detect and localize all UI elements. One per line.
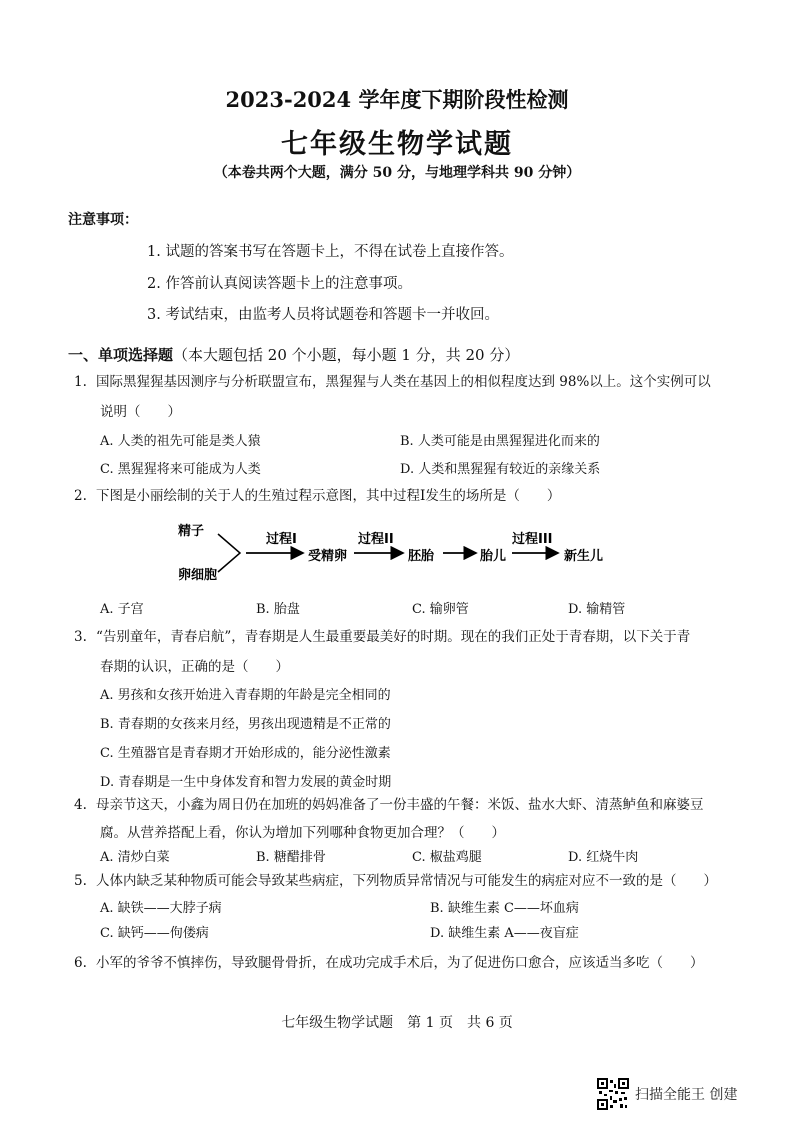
section-heading: [68, 344, 519, 365]
diagram-zygote: 受精卵: [308, 549, 348, 564]
scanner-label: 扫描全能王 创建: [635, 1087, 738, 1103]
question-6: [74, 953, 704, 973]
note-item: 3. 考试结束，由监考人员将试题卷和答题卡一并收回。: [147, 307, 499, 323]
diagram-embryo: 胚胎: [408, 549, 435, 564]
diagram-sperm: 精子: [178, 524, 205, 539]
question-text: 母亲节这天，小鑫为周日仍在加班的妈妈准备了一份丰盛的午餐：米饭、盐水大虾、清蒸鲈鱼和麻婆豆: [96, 797, 704, 813]
note-item: 2. 作答前认真阅读答题卡上的注意事项。: [147, 276, 412, 292]
question-text: 小军的爷爷不慎摔伤，导致腿骨骨折，在成功完成手术后，为了促进伤口愈合，应该适当多吃（ ）: [96, 955, 704, 971]
question-number: 2.: [74, 488, 87, 504]
exam-subject-title: 七年级生物学试题: [281, 129, 513, 160]
question-5: [74, 871, 717, 891]
option-b: B. 人类可能是由黑猩猩进化而来的: [400, 434, 600, 449]
question-continuation: 腐。从营养搭配上看，你认为增加下列哪种食物更加合理？（ ）: [100, 825, 505, 841]
question-4: [74, 795, 704, 815]
exam-term-title: 2023-2024 学年度下期阶段性检测: [225, 87, 569, 112]
question-text: 人体内缺乏某种物质可能会导致某些病症，下列物质异常情况与可能发生的病症对应不一致的是（ ）: [96, 873, 717, 889]
diagram-process-1: 过程I: [266, 532, 297, 547]
option-a: A. 子宫: [100, 602, 144, 617]
question-3: [74, 627, 690, 647]
option-c: C. 黑猩猩将来可能成为人类: [100, 462, 261, 477]
question-2: [74, 486, 560, 506]
merge-bracket: [218, 534, 240, 572]
option-b: B. 胎盘: [256, 602, 300, 617]
exam-subtitle: （本卷共两个大题，满分 50 分，与地理学科共 90 分钟）: [213, 165, 581, 181]
option-b: B. 青春期的女孩来月经，男孩出现遗精是不正常的: [100, 717, 391, 732]
question-number: 1.: [74, 374, 87, 390]
question-1: [74, 372, 711, 392]
option-c: C. 椒盐鸡腿: [412, 850, 482, 865]
option-c: C. 输卵管: [412, 602, 469, 617]
question-number: 6.: [74, 955, 87, 971]
qr-code-icon: [597, 1078, 629, 1110]
option-a: A. 男孩和女孩开始进入青春期的年龄是完全相同的: [100, 688, 391, 703]
scanner-watermark: [597, 1078, 737, 1110]
question-text: 国际黑猩猩基因测序与分析联盟宣布，黑猩猩与人类在基因上的相似程度达到 98%以上。这个实例可以: [96, 374, 711, 390]
option-a: A. 人类的祖先可能是类人猿: [100, 434, 261, 449]
section-desc: （本大题包括 20 个小题，每小题 1 分，共 20 分）: [173, 346, 520, 364]
diagram-newborn: 新生儿: [564, 549, 604, 564]
option-b: B. 糖醋排骨: [256, 850, 326, 865]
option-a: A. 缺铁——大脖子病: [100, 901, 222, 916]
question-text: “告别童年，青春启航”，青春期是人生最重要最美好的时期。现在的我们正处于青春期，以下关于青: [96, 629, 691, 645]
section-title: 一、单项选择题: [68, 346, 174, 364]
option-a: A. 清炒白菜: [100, 850, 170, 865]
option-b: B. 缺维生素 C——坏血病: [430, 901, 579, 916]
question-number: 3.: [74, 629, 87, 645]
question-continuation: 春期的认识，正确的是（ ）: [100, 659, 289, 675]
reproduction-process-diagram: [178, 520, 648, 582]
question-text: 下图是小丽绘制的关于人的生殖过程示意图，其中过程Ⅰ发生的场所是（ ）: [96, 488, 561, 504]
question-continuation: 说明（ ）: [100, 404, 181, 420]
question-number: 4.: [74, 797, 87, 813]
page-footer: 七年级生物学试题 第 1 页 共 6 页: [281, 1015, 513, 1031]
option-d: D. 人类和黑猩猩有较近的亲缘关系: [400, 462, 601, 477]
option-d: D. 红烧牛肉: [568, 850, 639, 865]
notes-heading: 注意事项：: [68, 212, 138, 228]
diagram-process-2: 过程II: [358, 532, 394, 547]
option-c: C. 生殖器官是青春期才开始形成的，能分泌性激素: [100, 746, 391, 761]
option-d: D. 青春期是一生中身体发育和智力发展的黄金时期: [100, 775, 392, 790]
diagram-fetus: 胎儿: [480, 549, 507, 564]
option-d: D. 缺维生素 A——夜盲症: [430, 926, 579, 941]
diagram-process-3: 过程III: [512, 532, 553, 547]
diagram-egg: 卵细胞: [178, 568, 218, 583]
option-d: D. 输精管: [568, 602, 626, 617]
note-item: 1. 试题的答案书写在答题卡上，不得在试卷上直接作答。: [147, 244, 514, 260]
question-number: 5.: [74, 873, 87, 889]
option-c: C. 缺钙——佝偻病: [100, 926, 209, 941]
